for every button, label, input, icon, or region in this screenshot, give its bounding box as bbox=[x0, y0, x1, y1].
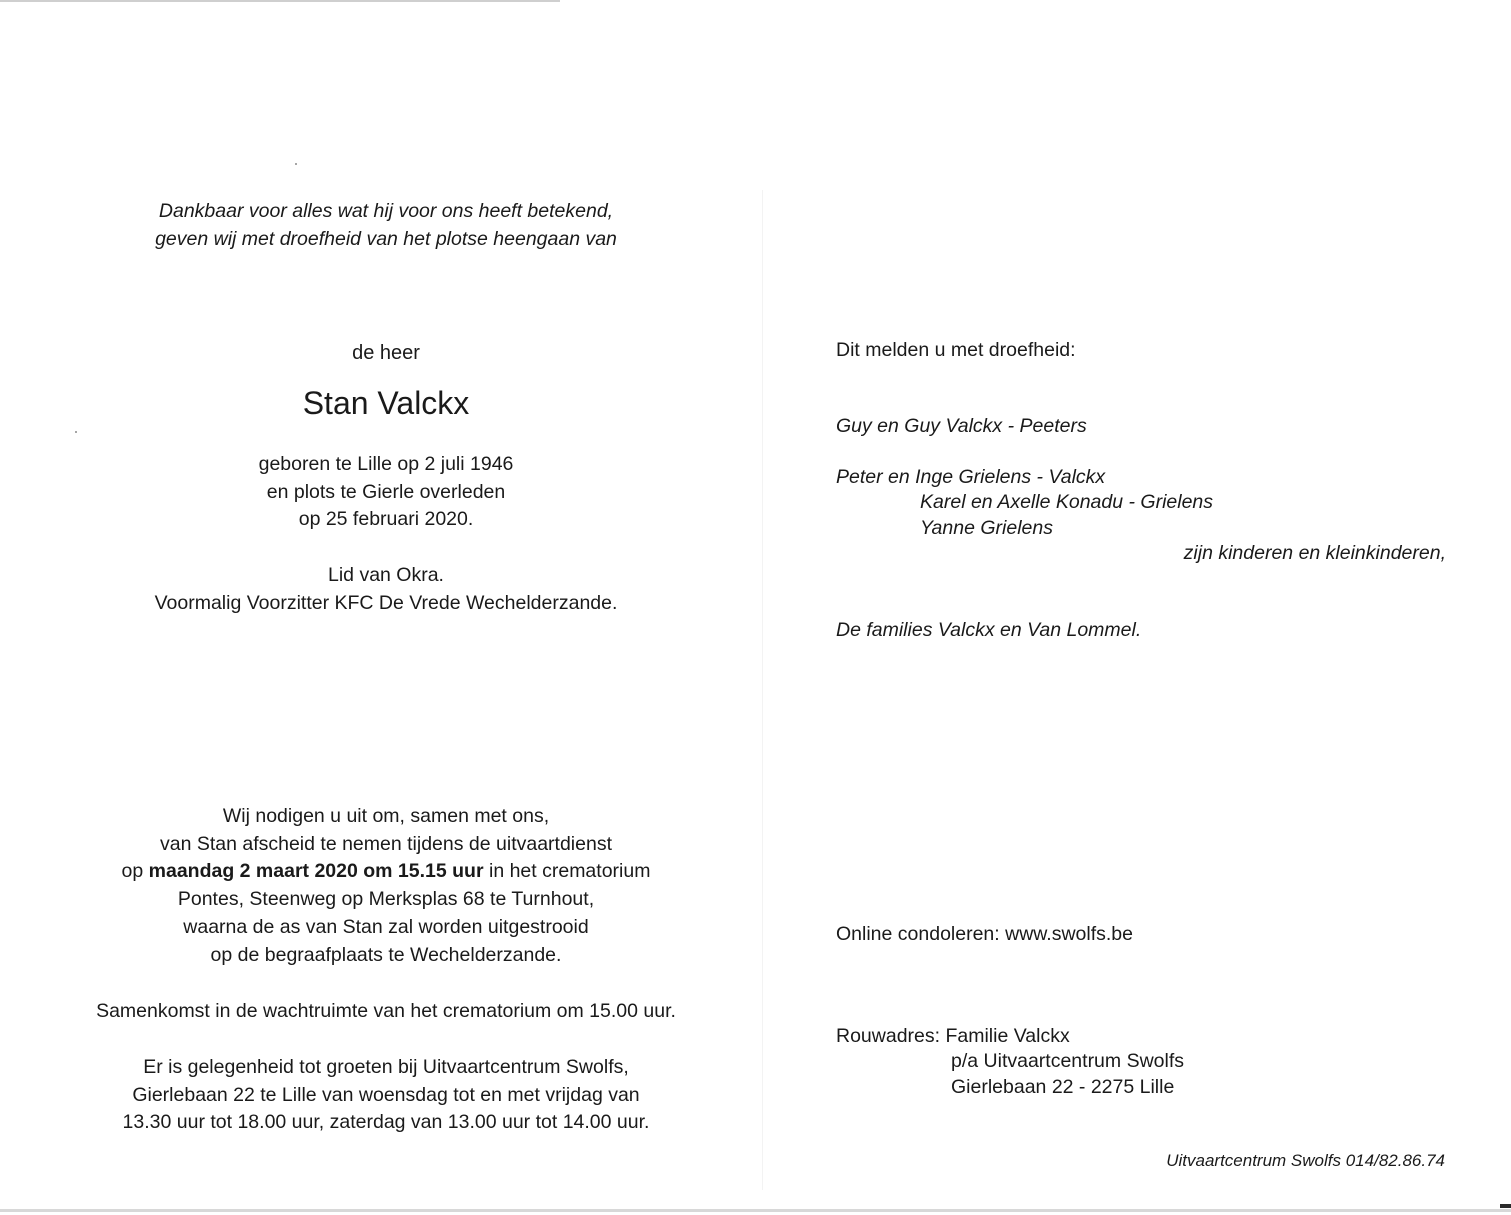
invite-line: van Stan afscheid te nemen tijdens de uitvaartdienst bbox=[159, 832, 613, 855]
crop-mark bbox=[1500, 1204, 1511, 1208]
honorific: de heer bbox=[352, 342, 420, 364]
life-dates bbox=[0, 451, 772, 534]
invite-line: op de begraafplaats te Wechelderzande. bbox=[210, 943, 562, 966]
address-label: Rouwadres: Familie Valckx bbox=[836, 1025, 1070, 1047]
date-line: geboren te Lille op 2 juli 1946 bbox=[258, 453, 514, 475]
visit-line: 13.30 uur tot 18.00 uur, zaterdag van 13.00 uur tot 14.00 uur. bbox=[122, 1111, 650, 1133]
families-line: De families Valckx en Van Lommel. bbox=[836, 619, 1142, 641]
visit-line: Er is gelegenheid tot groeten bij Uitvaartcentrum Swolfs, bbox=[143, 1056, 629, 1078]
bottom-scan-edge bbox=[0, 1209, 1511, 1212]
invite-line: Wij nodigen u uit om, samen met ons, bbox=[222, 805, 550, 827]
online-condolence: Online condoleren: www.swolfs.be bbox=[836, 923, 1133, 945]
relation-line: zijn kinderen en kleinkinderen, bbox=[1183, 542, 1446, 564]
scan-speck bbox=[295, 163, 297, 165]
intro-text bbox=[0, 198, 772, 253]
announcement: Dit melden u met droefheid: bbox=[836, 339, 1076, 361]
memberships bbox=[0, 562, 772, 617]
family-line: Guy en Guy Valckx - Peeters bbox=[836, 415, 1087, 437]
visitation-info bbox=[0, 1054, 772, 1137]
invite-prefix: op bbox=[121, 860, 149, 883]
grandchild-line: Yanne Grielens bbox=[920, 517, 1053, 539]
service-datetime: maandag 2 maart 2020 om 15.15 uur bbox=[148, 860, 484, 883]
membership-line: Lid van Okra. bbox=[328, 564, 444, 586]
family-line: Peter en Inge Grielens - Valckx bbox=[836, 466, 1106, 488]
funeral-invitation bbox=[0, 803, 772, 969]
top-scan-edge bbox=[0, 0, 560, 2]
invite-line: Pontes, Steenweg op Merksplas 68 te Turnhout, bbox=[177, 888, 595, 911]
address-line: p/a Uitvaartcentrum Swolfs bbox=[951, 1050, 1185, 1072]
intro-line: geven wij met droefheid van het plotse heengaan van bbox=[155, 227, 617, 250]
invite-suffix: in het crematorium bbox=[483, 860, 651, 883]
invite-line: waarna de as van Stan zal worden uitgestrooid bbox=[183, 915, 589, 938]
intro-line: Dankbaar voor alles wat hij voor ons heeft betekend, bbox=[158, 200, 614, 222]
invite-line bbox=[0, 858, 772, 886]
date-line: en plots te Gierle overleden bbox=[266, 480, 506, 503]
address-line: Gierlebaan 22 - 2275 Lille bbox=[951, 1076, 1175, 1098]
grandchild-line: Karel en Axelle Konadu - Grielens bbox=[920, 491, 1214, 513]
visit-line: Gierlebaan 22 te Lille van woensdag tot en met vrijdag van bbox=[132, 1083, 640, 1106]
date-line: op 25 februari 2020. bbox=[298, 508, 474, 530]
scan-speck bbox=[75, 431, 77, 433]
funeral-home-footer: Uitvaartcentrum Swolfs 014/82.86.74 bbox=[1166, 1151, 1445, 1170]
gathering-note: Samenkomst in de wachtruimte van het crematorium om 15.00 uur. bbox=[96, 1000, 676, 1022]
membership-line: Voormalig Voorzitter KFC De Vrede Wechelderzande. bbox=[154, 591, 618, 614]
deceased-name: Stan Valckx bbox=[302, 385, 470, 421]
